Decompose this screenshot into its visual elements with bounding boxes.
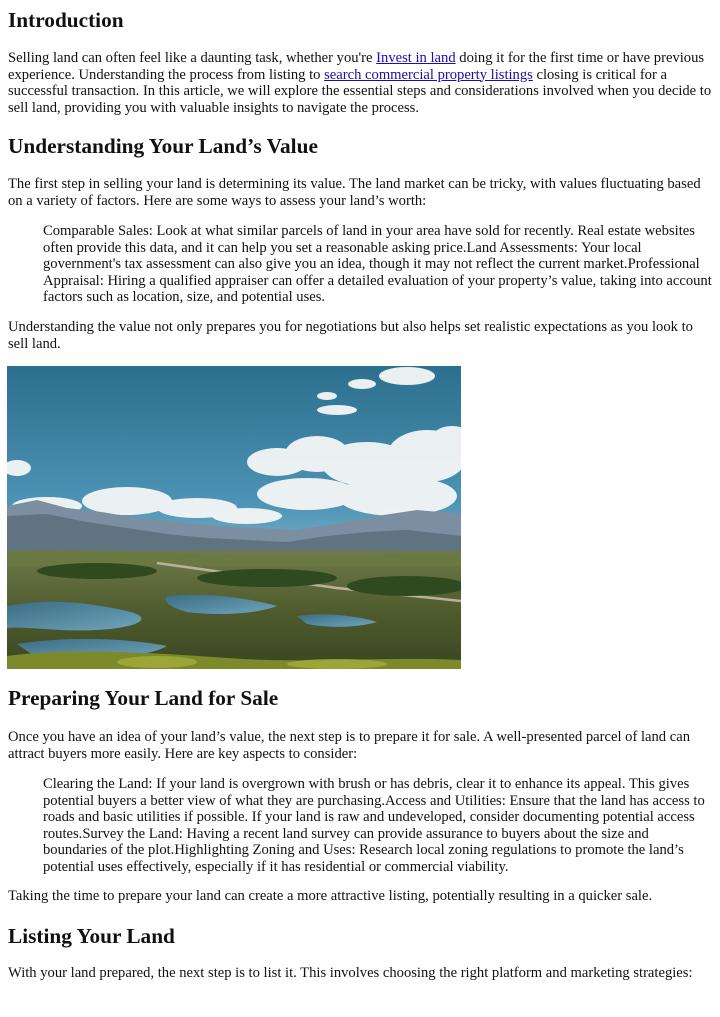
- prepare-paragraph-1: Once you have an idea of your land’s value, the next step is to prepare it for sale. A well-presented parcel of land can attract buyers more easily. Here are key aspects to consider:: [8, 729, 691, 762]
- value-blockquote: Comparable Sales: Look at what similar parcels of land in your area have sold for recently. Real estate websites often provide this data, and it can help you set a reasonable asking price.Land Assessments: Your local government's tax assessment can also give you an idea, though it may not reflect the current market.Professional Appraisal: Hiring a qualified appraiser can offer a detailed evaluation of your property’s value, taking into account factors such as location, size, and potential uses.: [43, 223, 712, 305]
- heading-preparing-land: Preparing Your Land for Sale: [8, 686, 279, 710]
- intro-paragraph: Selling land can often feel like a daunting task, whether you're Invest in land doing it for the first time or have previous experience. Understanding the process from listing to search commercial property listings closing is critical for a successful transaction. In this article, we will explore the essential steps and considerations involved when you decide to sell land, providing you with valuable insights to navigate the process.: [8, 50, 712, 116]
- heading-land-value: Understanding Your Land’s Value: [8, 134, 318, 158]
- heading-introduction: Introduction: [8, 8, 124, 32]
- invest-in-land-link[interactable]: Invest in land: [376, 50, 456, 66]
- prepare-paragraph-2: Taking the time to prepare your land can create a more attractive listing, potentially resulting in a quicker sale.: [8, 888, 653, 904]
- search-commercial-listings-link[interactable]: search commercial property listings: [324, 66, 533, 83]
- value-paragraph-2: Understanding the value not only prepares you for negotiations but also helps set realistic expectations as you look to sell land.: [8, 319, 693, 352]
- heading-listing-land: Listing Your Land: [8, 924, 175, 948]
- landscape-image: [7, 366, 461, 669]
- value-paragraph-1: The first step in selling your land is determining its value. The land market can be tricky, with values fluctuating based on a variety of factors. Here are some ways to assess your land’s worth:: [8, 176, 701, 209]
- listing-paragraph-1: With your land prepared, the next step is to list it. This involves choosing the right platform and marketing strategies:: [8, 965, 693, 981]
- prepare-blockquote: Clearing the Land: If your land is overgrown with brush or has debris, clear it to enhance its appeal. This gives potential buyers a better view of what they are purchasing.Access and Utilities: Ensure that the land has access to roads and basic utilities if possible. If your land is raw and undeveloped, consider documenting potential access routes.Survey the Land: Having a recent land survey can provide assurance to buyers about the size and boundaries of the plot.Highlighting Zoning and Uses: Research local zoning regulations to promote the land’s potential uses effectively, especially if it has residential or commercial viability.: [43, 776, 705, 875]
